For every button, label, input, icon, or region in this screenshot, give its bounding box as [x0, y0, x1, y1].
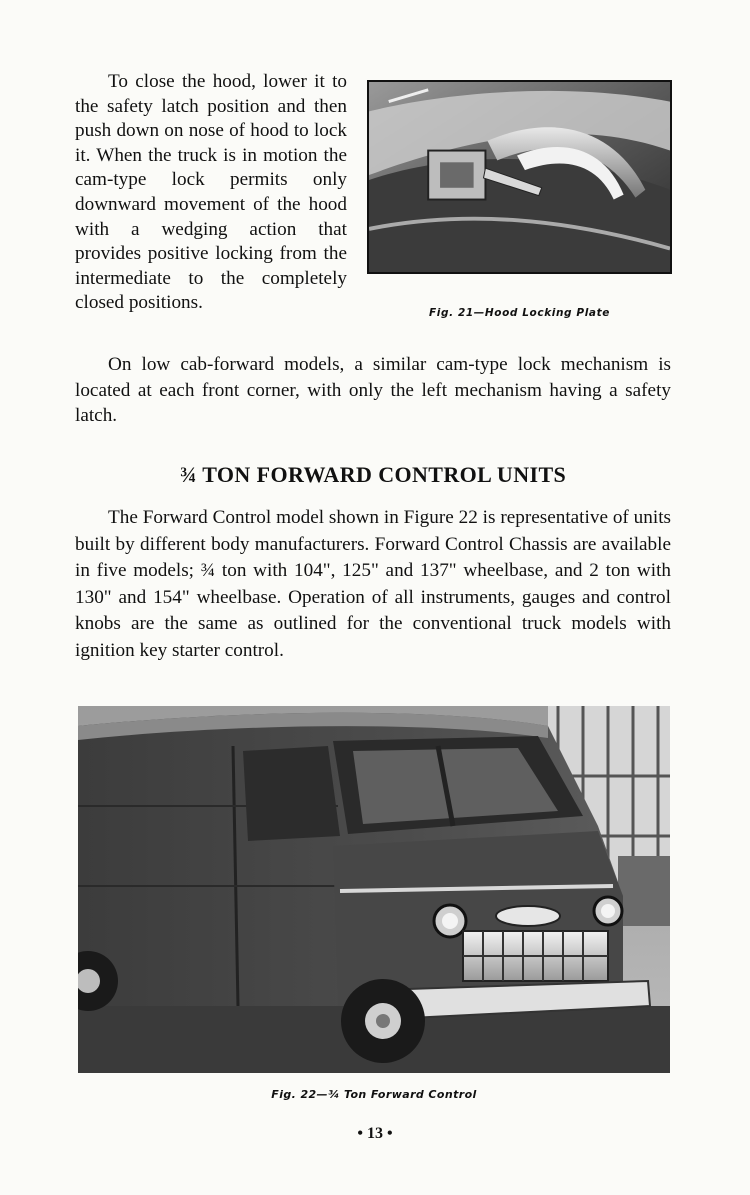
page-number: • 13 • [357, 1125, 393, 1142]
paragraph-forward-control: The Forward Control model shown in Figure 22 is representative of units built by different body manufacturers. Forward Control Chassis are available in five models; ¾ ton with 104", 125" and 137" wheelbase, and 2 ton with 130" and 154" wheelbase. Operation of all instruments, gauges and control knobs are the same as outlined for the conventional truck models with ignition key starter control. [75, 507, 671, 661]
section-heading: ¾ TON FORWARD CONTROL UNITS [179, 462, 567, 487]
paragraph-low-cab-forward: On low cab-forward models, a similar cam-type lock mechanism is located at each front corner, with only the left mechanism having a safety latch. [75, 354, 671, 426]
paragraph-hood-close: To close the hood, lower it to the safety latch position and then push down on nose of hood to lock it. When the truck is in motion the cam-type lock permits only downward movement of the hood with a wedging action that provides positive locking from the intermediate to the completely closed positions. [75, 71, 347, 314]
figure-22-caption: Fig. 22—¾ Ton Forward Control [271, 1088, 477, 1101]
figure-21-caption: Fig. 21—Hood Locking Plate [429, 307, 610, 319]
figure-22-forward-control-truck-photo [78, 706, 670, 1073]
figure-21-hood-locking-plate-photo [367, 80, 672, 274]
